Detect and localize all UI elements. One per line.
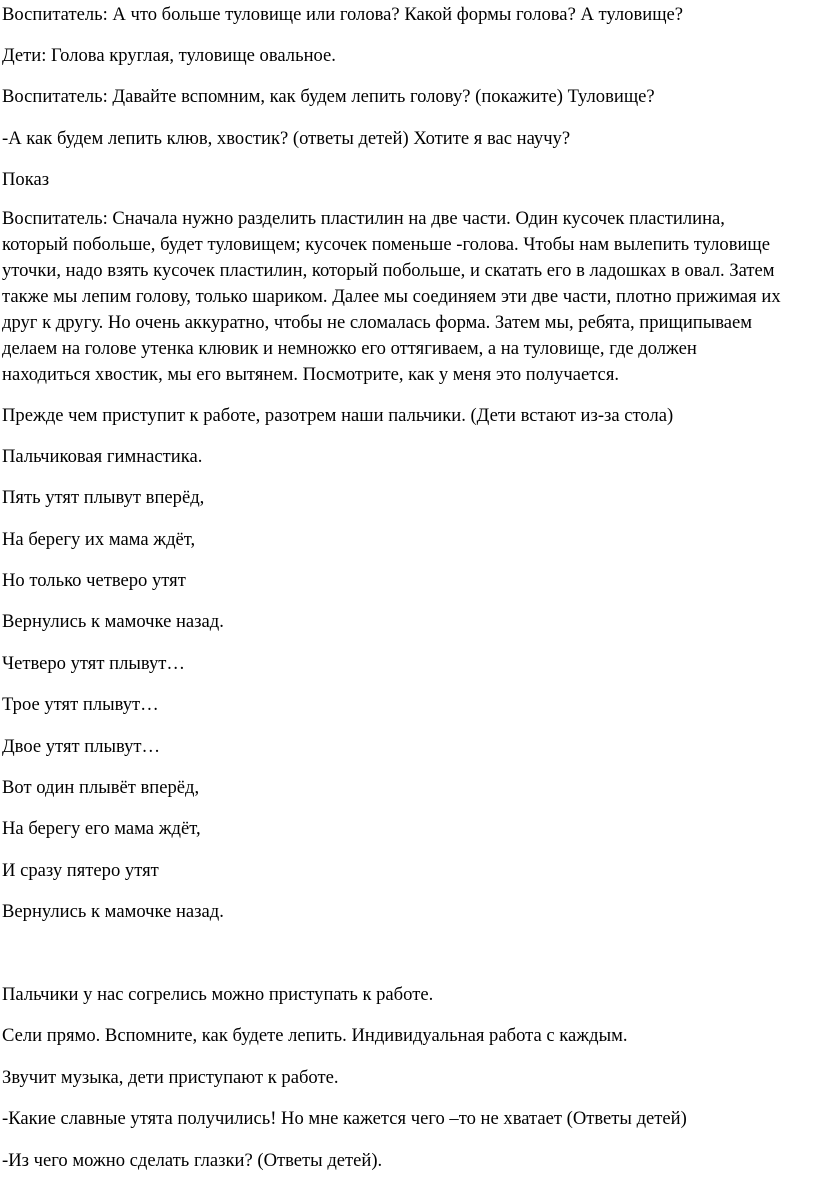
text-line: уточки, надо взять кусочек пластилин, который побольше, и скатать его в ладошках в овал. Затем	[2, 260, 775, 281]
poem-line: Пять утят плывут вперёд,	[2, 487, 205, 508]
paragraph-ducklings-result: -Какие славные утята получились! Но мне кажется чего –то не хватает (Ответы детей)	[2, 1108, 687, 1129]
paragraph-finger-gymnastics: Пальчиковая гимнастика.	[2, 446, 203, 467]
poem-line: На берегу его мама ждёт,	[2, 818, 201, 839]
text-line: также мы лепим голову, только шариком. Далее мы соединяем эти две части, плотно прижимая их	[2, 286, 781, 307]
paragraph-teacher-remember: Воспитатель: Давайте вспомним, как будем лепить голову? (покажите) Туловище?	[2, 86, 655, 107]
poem-line: На берегу их мама ждёт,	[2, 529, 196, 550]
text-line: друг к другу. Но очень аккуратно, чтобы не сломалась форма. Затем мы, ребята, прищипываем	[2, 312, 753, 333]
poem-line: И сразу пятеро утят	[2, 860, 159, 881]
paragraph-music-plays: Звучит музыка, дети приступают к работе.	[2, 1067, 339, 1088]
text-line: находиться хвостик, мы его вытянем. Посмотрите, как у меня это получается.	[2, 364, 620, 385]
poem-line: Четверо утят плывут…	[2, 653, 186, 674]
text-line: делаем на голове утенка клювик и немножко его оттягиваем, а на туловище, где должен	[2, 338, 697, 359]
paragraph-children-answer: Дети: Голова круглая, туловище овальное.	[2, 45, 336, 66]
poem-line: Вернулись к мамочке назад.	[2, 901, 224, 922]
paragraph-teacher-instructions	[2, 206, 802, 388]
text-line: который побольше, будет туловищем; кусочек поменьше -голова. Чтобы нам вылепить туловище	[2, 234, 770, 255]
poem-line: Вернулись к мамочке назад.	[2, 611, 224, 632]
paragraph-teacher-question: Воспитатель: А что больше туловище или голова? Какой формы голова? А туловище?	[2, 4, 684, 25]
paragraph-sit-straight: Сели прямо. Вспомните, как будете лепить. Индивидуальная работа с каждым.	[2, 1025, 628, 1046]
poem-line: Но только четверо утят	[2, 570, 186, 591]
paragraph-fingers-warmed: Пальчики у нас согрелись можно приступать к работе.	[2, 984, 434, 1005]
text-line: Воспитатель: Сначала нужно разделить пластилин на две части. Один кусочек пластилина,	[2, 208, 725, 229]
paragraph-eyes-question: -Из чего можно сделать глазки? (Ответы детей).	[2, 1150, 383, 1171]
poem-line: Вот один плывёт вперёд,	[2, 777, 200, 798]
poem-line: Двое утят плывут…	[2, 736, 161, 757]
paragraph-show: Показ	[2, 169, 50, 190]
paragraph-warm-up: Прежде чем приступит к работе, разотрем наши пальчики. (Дети встают из-за стола)	[2, 405, 674, 426]
poem-line: Трое утят плывут…	[2, 694, 159, 715]
paragraph-beak-tail: -А как будем лепить клюв, хвостик? (ответы детей) Хотите я вас научу?	[2, 128, 571, 149]
